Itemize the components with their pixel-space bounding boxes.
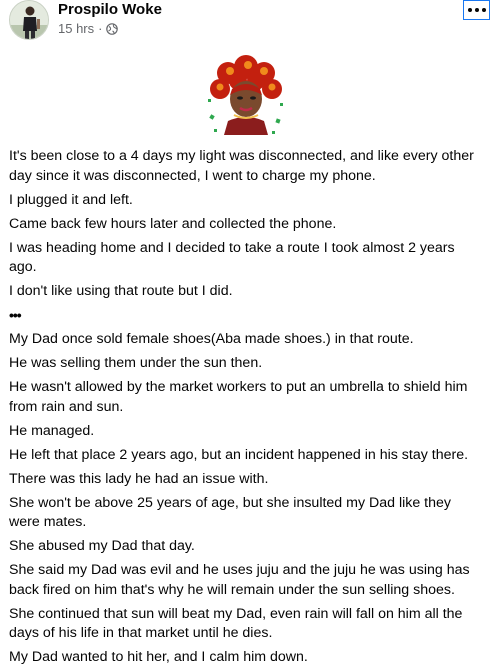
post-paragraph: There was this lady he had an issue with. xyxy=(9,470,269,487)
post-meta xyxy=(58,21,118,36)
post-paragraph: It's been close to a 4 days my light was disconnected, and like every other day since it was disconnected, I went to charge my phone. xyxy=(9,148,474,184)
section-separator: ••• xyxy=(9,307,21,323)
sticker-image xyxy=(204,55,286,137)
post-time[interactable]: 15 hrs xyxy=(58,21,95,36)
more-options-dot xyxy=(482,8,486,12)
meta-separator: · xyxy=(98,21,103,36)
avatar-image xyxy=(10,1,49,40)
more-options-icon xyxy=(468,8,472,12)
globe-icon[interactable] xyxy=(106,23,118,35)
post-paragraph: He left that place 2 years ago, but an incident happened in his stay there. xyxy=(9,446,469,463)
post-paragraph: She won't be above 25 years of age, but she insulted my Dad like they were mates. xyxy=(9,494,452,530)
post-paragraph: I don't like using that route but I did. xyxy=(9,283,233,299)
post-paragraph: I plugged it and left. xyxy=(9,191,133,208)
post-body xyxy=(9,147,485,672)
post-paragraph: She said my Dad was evil and he uses juju and the juju he was using has back fired on him that's why he will remain under the sun selling shoes. xyxy=(9,562,470,598)
post-paragraph: She continued that sun will beat my Dad, even rain will fall on him all the days of his life in that market until he dies. xyxy=(9,605,463,641)
post-paragraph: He managed. xyxy=(9,422,95,439)
post-paragraph: He was selling them under the sun then. xyxy=(9,355,263,371)
post-header xyxy=(0,0,490,42)
post-paragraph: She abused my Dad that day. xyxy=(9,538,195,554)
post-paragraph: He wasn't allowed by the market workers to put an umbrella to shield him from rain and sun. xyxy=(9,379,468,415)
post-paragraph: Came back few hours later and collected the phone. xyxy=(9,215,337,232)
author-name[interactable]: Prospilo Woke xyxy=(58,1,162,18)
post-paragraph: My Dad wanted to hit her, and I calm him down. xyxy=(9,649,308,665)
post-paragraph: I was heading home and I decided to take a route I took almost 2 years ago. xyxy=(9,239,455,275)
avatar[interactable] xyxy=(9,0,49,40)
post-paragraph: My Dad once sold female shoes(Aba made shoes.) in that route. xyxy=(9,331,414,347)
more-options-dot xyxy=(475,8,479,12)
sticker-woman-red-hair-icon xyxy=(204,55,286,137)
more-options-button[interactable] xyxy=(463,0,490,20)
